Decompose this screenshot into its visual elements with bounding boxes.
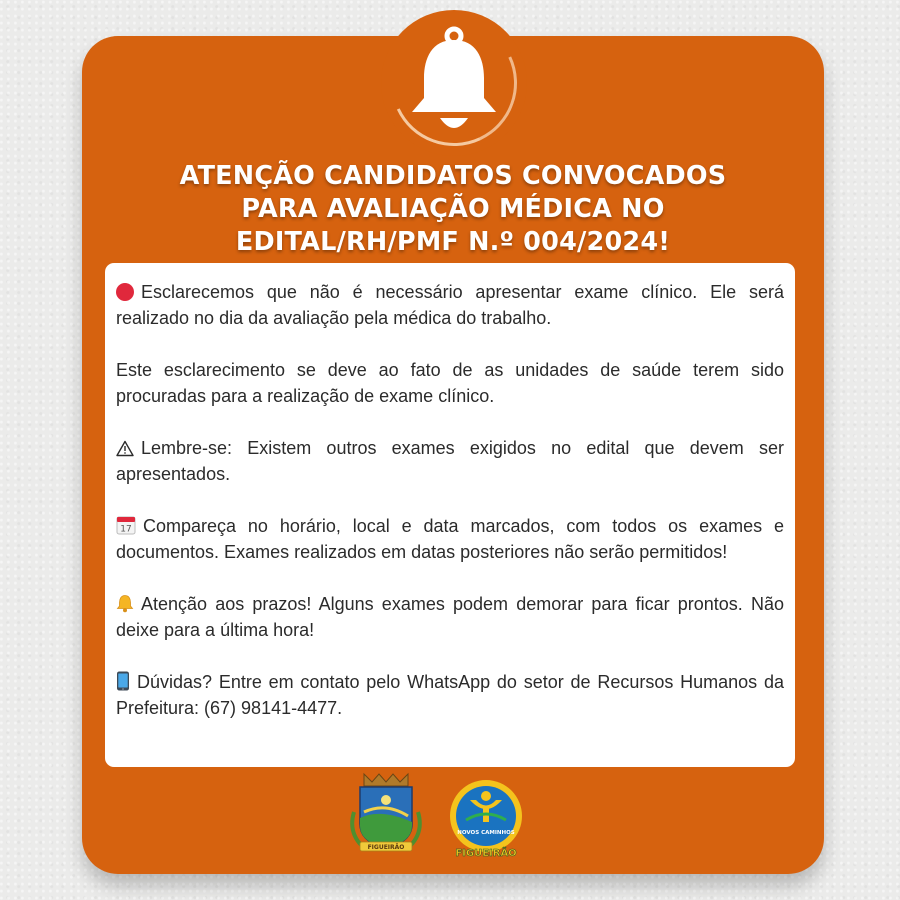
paragraph-text: Atenção aos prazos! Alguns exames podem demorar para ficar prontos. Não deixe para a última hora! <box>116 594 784 640</box>
campaign-slogan: NOVOS CAMINHOS <box>457 830 515 836</box>
paragraph-reminder <box>116 435 784 487</box>
calendar-icon <box>116 515 136 535</box>
paragraph-text: Esclarecemos que não é necessário apresentar exame clínico. Ele será realizado no dia da avaliação pela médica do trabalho. <box>116 282 784 328</box>
paragraph-text: Compareça no horário, local e data marcados, com todos os exames e documentos. Exames realizados em datas posteriores não serão permitidos! <box>116 516 784 562</box>
calendar-day: 17 <box>120 524 132 535</box>
paragraph-contact <box>116 669 784 721</box>
page-title <box>150 160 756 259</box>
red-circle-icon <box>116 283 134 301</box>
paragraph-attendance <box>116 513 784 565</box>
municipal-crest-logo <box>350 772 422 854</box>
warning-icon <box>116 440 134 457</box>
crest-banner-text: FIGUEIRÃO <box>367 844 405 851</box>
bell-icon <box>402 26 506 138</box>
title-line-2: PARA AVALIAÇÃO MÉDICA NO <box>241 194 665 224</box>
paragraph-deadlines <box>116 591 784 643</box>
phone-icon <box>116 671 130 691</box>
paragraph-health-units <box>116 357 784 409</box>
paragraph-text: Lembre-se: Existem outros exames exigidos no edital que devem ser apresentados. <box>116 438 784 484</box>
title-line-1: ATENÇÃO CANDIDATOS CONVOCADOS <box>179 161 727 191</box>
paragraph-text: Este esclarecimento se deve ao fato de as unidades de saúde terem sido procuradas para a realização de exame clínico. <box>116 360 784 406</box>
logos-row <box>350 772 530 858</box>
novos-caminhos-logo <box>446 778 526 860</box>
title-line-3: EDITAL/RH/PMF N.º 004/2024! <box>235 227 671 257</box>
campaign-name: FIGUEIRÃO <box>455 848 517 859</box>
message-panel <box>105 263 795 767</box>
paragraph-exam-clarification <box>116 279 784 331</box>
paragraph-text: Dúvidas? Entre em contato pelo WhatsApp do setor de Recursos Humanos da Prefeitura: (67) 98141-4477. <box>116 672 784 718</box>
bell-emoji-icon <box>116 594 134 613</box>
